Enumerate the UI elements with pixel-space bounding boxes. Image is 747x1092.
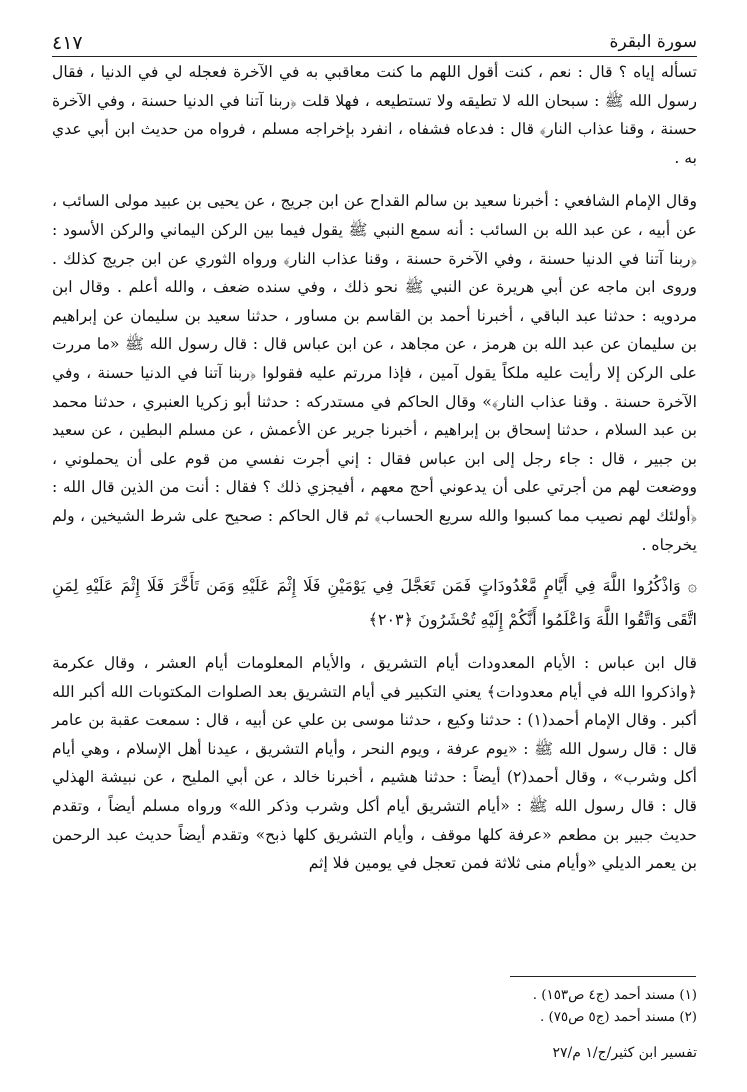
paragraph-hadith-intro: تسأله إياه ؟ قال : نعم ، كنت أقول اللهم ما كنت معاقبي به في الآخرة فعجله لي في الدنيا ، فقال رسول الله ﷺ : سبحان الله لا تطيقه ولا تستطيعه ، فهلا قلت ﴿ربنا آتنا في الدنيا حسنة ، وفي الآخرة حسنة ، وقنا عذاب النار﴾ قال : فدعاه فشفاه ، انفرد بإخراجه مسلم ، فرواه من حديث ابن أبي عدي به . xyxy=(52,63,697,167)
footnote-2: (٢) مسند أحمد (ج٥ ص٧٥) . xyxy=(539,1010,697,1025)
surah-title: سورة البقرة xyxy=(609,32,697,52)
page-header xyxy=(52,22,697,57)
page-body xyxy=(52,58,697,878)
quran-verse: ۞ وَاذْكُرُوا اللَّهَ فِي أَيَّامٍ مَّعْدُودَاتٍ فَمَن تَعَجَّلَ فِي يَوْمَيْنِ فَلَا إِثْمَ عَلَيْهِ وَمَن تَأَخَّرَ فَلَا إِثْمَ عَلَيْهِ لِمَنِ اتَّقَى وَاتَّقُوا اللَّهَ وَاعْلَمُوا أَنَّكُمْ إِلَيْهِ تُحْشَرُونَ ﴿٢٠٣﴾ xyxy=(52,576,697,630)
footnotes xyxy=(533,985,697,1029)
paragraph-shafii-narration: وقال الإمام الشافعي : أخبرنا سعيد بن سالم القداح عن ابن جريج ، عن يحيى بن عبيد مولى السائب ، عن أبيه ، عن عبد الله بن السائب : أنه سمع النبي ﷺ يقول فيما بين الركن اليماني والركن الأسود : ﴿ربنا آتنا في الدنيا حسنة ، وفي الآخرة حسنة ، وقنا عذاب النار﴾ ورواه الثوري عن ابن جريج كذلك . وروى ابن ماجه عن أبي هريرة عن النبي ﷺ نحو ذلك ، وفي سنده ضعف ، والله أعلم . وقال ابن مردويه : حدثنا عبد الباقي ، أخبرنا أحمد بن القاسم بن مساور ، حدثنا سعيد بن سليمان عن إبراهيم بن سليمان عن عبد الله بن هرمز ، عن مجاهد ، عن ابن عباس قال : قال رسول الله ﷺ «ما مررت على الركن إلا رأيت عليه ملكاً يقول آمين ، فإذا مررتم عليه فقولوا ﴿ربنا آتنا في الدنيا حسنة ، وفي الآخرة حسنة . وقنا عذاب النار﴾» وقال الحاكم في مستدركه : حدثنا أبو زكريا العنبري ، حدثنا محمد بن عبد السلام ، حدثنا إسحاق بن إبراهيم ، أخبرنا جرير عن الأعمش ، عن مسلم البطين ، عن سعيد بن جبير ، قال : جاء رجل إلى ابن عباس فقال : إني أجرت نفسي من قوم على أن يحملوني ، ووضعت لهم من أجرتي على أن يدعوني أحج معهم ، أفيجزي ذلك ؟ فقال : أنت من الذين قال الله : ﴿أولئك لهم نصيب مما كسبوا والله سريع الحساب﴾ ثم قال الحاكم : صحيح على شرط الشيخين ، ولم يخرجاه . xyxy=(52,192,697,554)
paragraph-commentary: قال ابن عباس : الأيام المعدودات أيام التشريق ، والأيام المعلومات أيام العشر ، وقال عكرمة ﴿واذكروا الله في أيام معدودات﴾ يعني التكبير في أيام التشريق بعد الصلوات المكتوبات الله أكبر الله أكبر . وقال الإمام أحمد(١) : حدثنا وكيع ، حدثنا موسى بن علي عن أبيه ، قال : سمعت عقبة بن عامر قال : قال رسول الله ﷺ : «يوم عرفة ، ويوم النحر ، وأيام التشريق ، عيدنا أهل الإسلام ، وهي أيام أكل وشرب» ، وقال أحمد(٢) أيضاً : حدثنا هشيم ، أخبرنا خالد ، عن أبي المليح ، عن نبيشة الهذلي قال : قال رسول الله ﷺ : «أيام التشريق أيام أكل وشرب وذكر الله» ورواه مسلم أيضاً ، وتقدم حديث جبير بن مطعم «عرفة كلها موقف ، وأيام التشريق كلها ذبح» وتقدم أيضاً حديث عبد الرحمن بن يعمر الديلي «وأيام منى ثلاثة فمن تعجل في يومين فلا إثم xyxy=(52,654,697,873)
page-footer-signature: تفسير ابن كثير/ج/١ م/٢٧ xyxy=(552,1045,697,1061)
footnote-separator xyxy=(510,976,696,977)
footnote-1: (١) مسند أحمد (ج٤ ص١٥٣) . xyxy=(532,988,697,1003)
page-number: ٤١٧ xyxy=(52,32,83,54)
